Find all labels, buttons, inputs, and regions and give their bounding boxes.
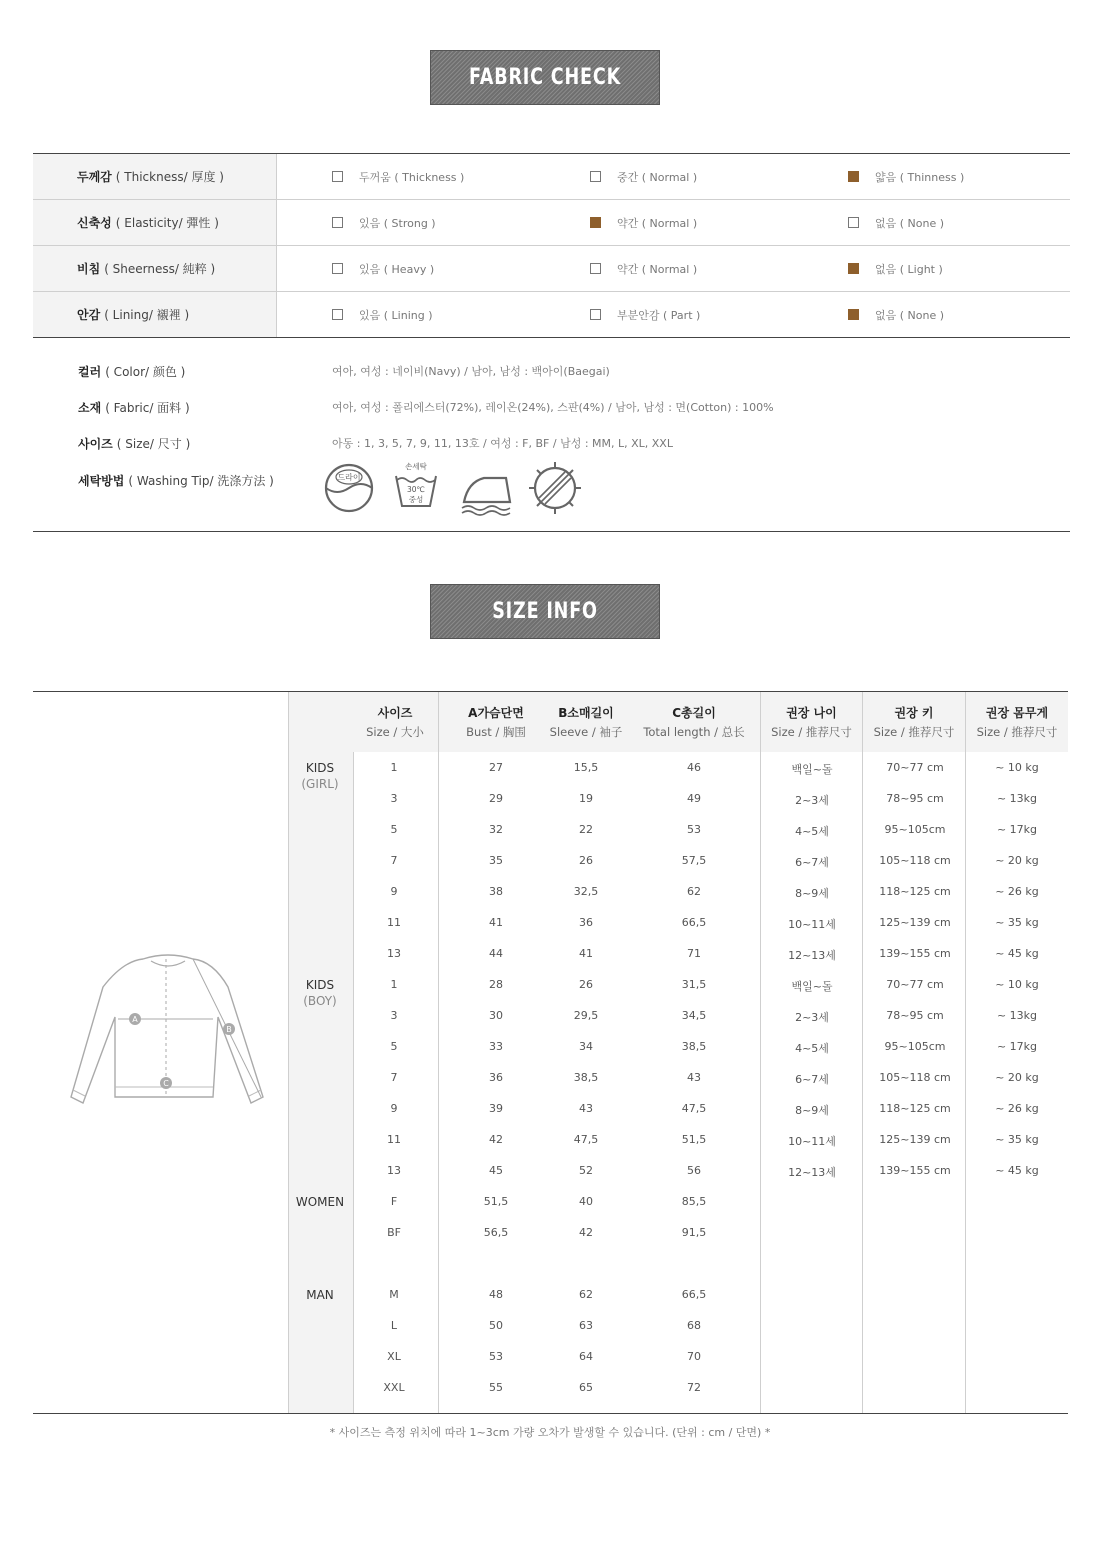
size-table-cell: ~ 10 kg [995, 978, 1039, 991]
size-table-cell: 34,5 [681, 1009, 707, 1022]
size-table-cell: 5 [390, 823, 398, 836]
column-header [538, 692, 634, 752]
checkbox[interactable] [332, 263, 343, 274]
size-table-cell: 15,5 [573, 761, 599, 774]
checkbox[interactable] [590, 263, 601, 274]
size-table-cell: 64 [579, 1350, 593, 1363]
size-table-cell: 51,5 [681, 1133, 707, 1146]
size-table-cell: 56,5 [483, 1226, 509, 1239]
size-table-cell: 29,5 [573, 1009, 599, 1022]
size-table-cell: 36 [489, 1071, 503, 1084]
size-table-cell: 40 [579, 1195, 593, 1208]
column-header-ko: 권장 몸무게 [985, 706, 1049, 720]
size-table-cell: L [390, 1319, 398, 1332]
size-table-cell: 8~9세 [795, 887, 829, 900]
size-table-cell: 30 [489, 1009, 503, 1022]
size-table-cell: ~ 13kg [996, 1009, 1038, 1022]
fabric-label-ko: 안감 [77, 308, 101, 322]
size-table-cell: 78~95 cm [886, 1009, 944, 1022]
fabric-row-elasticity [33, 200, 1070, 246]
size-table-cell: 56 [687, 1164, 701, 1177]
column-header [761, 692, 862, 752]
column-header-ko: B소매길이 [558, 706, 614, 720]
marker-a: A [132, 1015, 138, 1024]
size-table-cell: 3 [390, 792, 398, 805]
size-table-cell: 4~5세 [795, 825, 829, 838]
size-table-cell: 70 [687, 1350, 701, 1363]
column-header [353, 692, 437, 752]
size-table-cell: 85,5 [681, 1195, 707, 1208]
size-table-cell: 62 [579, 1288, 593, 1301]
dry-clean-icon [321, 460, 377, 516]
size-table-cell: 1 [390, 978, 398, 991]
column-header [966, 692, 1068, 752]
column-header-sub: Size / 大小 [366, 725, 424, 739]
checkbox[interactable] [590, 309, 601, 320]
fabric-option[interactable]: 약간 ( Normal ) [590, 200, 697, 245]
size-table-cell: 1 [390, 761, 398, 774]
column-header-sub: Size / 推荐尺寸 [873, 725, 955, 739]
size-table-cell: M [389, 1288, 399, 1301]
info-label-ko: 세탁방법 [78, 474, 125, 488]
iron-icon [458, 460, 514, 516]
size-group-name: MAN [306, 1288, 334, 1302]
size-table-cell: 72 [687, 1381, 701, 1394]
size-table-cell: 71 [687, 947, 701, 960]
column-header-ko: 권장 나이 [786, 706, 837, 720]
size-table-cell: 63 [579, 1319, 593, 1332]
size-table-cell: 11 [387, 916, 401, 929]
size-table-cell: ~ 35 kg [995, 916, 1039, 929]
size-table-cell: 26 [579, 978, 593, 991]
size-table-cell: 9 [390, 885, 398, 898]
size-table-cell: ~ 45 kg [995, 1164, 1039, 1177]
size-table-cell: 53 [687, 823, 701, 836]
size-table-cell: 125~139 cm [879, 916, 951, 929]
size-table-cell: 22 [579, 823, 593, 836]
size-table-cell: 52 [579, 1164, 593, 1177]
fabric-label-rest: ( Elasticity/ 彈性 ) [115, 216, 219, 230]
size-table-cell: XL [387, 1350, 401, 1363]
size-table-cell: 47,5 [573, 1133, 599, 1146]
size-table-cell: 3 [390, 1009, 398, 1022]
product-info [33, 338, 1070, 532]
garment-measure-diagram [63, 947, 273, 1127]
size-table-cell: 32,5 [573, 885, 599, 898]
column-header-sub: Sleeve / 袖子 [549, 725, 623, 739]
size-group-sub: (GIRL) [301, 777, 339, 791]
fabric-label-rest: ( Lining/ 襯裡 ) [104, 308, 190, 322]
size-table-cell: ~ 20 kg [995, 1071, 1039, 1084]
size-table-cell: 55 [489, 1381, 503, 1394]
size-group-name: WOMEN [295, 1195, 345, 1209]
fabric-option[interactable]: 있음 ( Strong ) [332, 200, 436, 245]
marker-c: C [163, 1079, 169, 1088]
size-table-cell: 91,5 [681, 1226, 707, 1239]
size-table-cell: 36 [579, 916, 593, 929]
checkbox[interactable] [332, 217, 343, 228]
info-label-rest: ( Fabric/ 面料 ) [105, 401, 190, 415]
size-table-cell: ~ 17kg [996, 1040, 1038, 1053]
size-table-cell: 46 [687, 761, 701, 774]
fabric-option[interactable]: 얇음 ( Thinness ) [848, 154, 964, 199]
size-table-cell: 8~9세 [795, 1104, 829, 1117]
size-table-cell: 48 [489, 1288, 503, 1301]
info-label-ko: 소재 [78, 401, 102, 415]
fabric-option[interactable]: 부분안감 ( Part ) [590, 292, 700, 337]
checkbox[interactable] [590, 171, 601, 182]
size-table-cell: ~ 35 kg [995, 1133, 1039, 1146]
fabric-label-ko: 비침 [77, 262, 101, 276]
size-table-cell: 26 [579, 854, 593, 867]
size-table-cell: 7 [390, 854, 398, 867]
size-table-cell: 50 [489, 1319, 503, 1332]
size-table-cell: 41 [489, 916, 503, 929]
size-table-cell: 105~118 cm [879, 854, 951, 867]
checkbox[interactable] [332, 171, 343, 182]
fabric-option[interactable]: 있음 ( Heavy ) [332, 246, 434, 291]
size-table-cell: 42 [579, 1226, 593, 1239]
size-table-cell: 2~3세 [795, 794, 829, 807]
size-table-cell: 5 [390, 1040, 398, 1053]
size-table-cell: ~ 45 kg [995, 947, 1039, 960]
checkbox[interactable] [332, 309, 343, 320]
column-header-ko: 권장 키 [894, 706, 934, 720]
size-info-banner [430, 584, 660, 639]
size-table-cell: 29 [489, 792, 503, 805]
checkbox-checked[interactable] [590, 217, 601, 228]
fabric-table [33, 153, 1070, 338]
size-table-cell: 27 [489, 761, 503, 774]
size-table [33, 691, 1068, 1414]
size-table-cell: 78~95 cm [886, 792, 944, 805]
info-value-size: 아동 : 1, 3, 5, 7, 9, 11, 13호 / 여성 : F, BF / 남성 : MM, L, XL, XXL [332, 437, 673, 450]
size-table-cell: ~ 26 kg [995, 1102, 1039, 1115]
wash-temp-label: 30℃ [407, 485, 425, 494]
size-table-cell: 95~105cm [884, 823, 946, 836]
size-group-sub: (BOY) [303, 994, 337, 1008]
info-label-ko: 사이즈 [78, 437, 113, 451]
size-table-cell: 44 [489, 947, 503, 960]
size-table-cell: 10~11세 [788, 1135, 836, 1148]
size-table-cell: 125~139 cm [879, 1133, 951, 1146]
size-table-cell: ~ 13kg [996, 792, 1038, 805]
info-value-color: 여아, 여성 : 네이비(Navy) / 남아, 남성 : 백아이(Baegai) [332, 365, 610, 378]
size-table-cell: 38,5 [573, 1071, 599, 1084]
size-table-cell: 49 [687, 792, 701, 805]
fabric-label-rest: ( Thickness/ 厚度 ) [115, 170, 224, 184]
size-table-cell: 32 [489, 823, 503, 836]
size-table-cell: 51,5 [483, 1195, 509, 1208]
size-table-cell: 139~155 cm [879, 1164, 951, 1177]
fabric-label-ko: 신축성 [77, 216, 112, 230]
size-table-cell: 13 [387, 947, 401, 960]
fabric-option[interactable]: 약간 ( Normal ) [590, 246, 697, 291]
size-table-cell: 38 [489, 885, 503, 898]
size-group-name: KIDS [305, 761, 335, 775]
size-table-cell: 68 [687, 1319, 701, 1332]
marker-b: B [226, 1025, 232, 1034]
size-table-cell: 4~5세 [795, 1042, 829, 1055]
size-table-cell: 39 [489, 1102, 503, 1115]
fabric-option[interactable]: 없음 ( Light ) [848, 246, 943, 291]
size-table-cell: 12~13세 [788, 949, 836, 962]
size-table-cell: 6~7세 [795, 1073, 829, 1086]
size-table-cell: 9 [390, 1102, 398, 1115]
size-table-cell: 13 [387, 1164, 401, 1177]
info-label-rest: ( Washing Tip/ 洗涤方法 ) [128, 474, 274, 488]
size-table-cell: 118~125 cm [879, 1102, 951, 1115]
size-table-cell: 34 [579, 1040, 593, 1053]
column-header-sub: Bust / 胸围 [466, 725, 526, 739]
fabric-label-rest: ( Sheerness/ 純粹 ) [104, 262, 216, 276]
size-table-cell: ~ 17kg [996, 823, 1038, 836]
size-table-cell: 62 [687, 885, 701, 898]
fabric-option[interactable]: 두꺼움 ( Thickness ) [332, 154, 464, 199]
size-table-cell: 118~125 cm [879, 885, 951, 898]
size-table-cell: 139~155 cm [879, 947, 951, 960]
column-header-ko: 사이즈 [377, 706, 413, 720]
size-table-cell: 10~11세 [788, 918, 836, 931]
size-table-cell: 33 [489, 1040, 503, 1053]
size-table-cell: 53 [489, 1350, 503, 1363]
size-table-cell: XXL [383, 1381, 405, 1394]
size-table-cell: ~ 26 kg [995, 885, 1039, 898]
size-table-cell: 95~105cm [884, 1040, 946, 1053]
dry-clean-label: 드라이 [337, 473, 361, 482]
size-table-cell: BF [387, 1226, 401, 1239]
size-table-cell: 43 [687, 1071, 701, 1084]
column-header-ko: C총길이 [672, 706, 716, 720]
size-group-name: KIDS [305, 978, 335, 992]
no-tumble-dry-icon [527, 460, 583, 516]
size-table-cell: ~ 10 kg [995, 761, 1039, 774]
fabric-label-ko: 두께감 [77, 170, 112, 184]
size-table-cell: 47,5 [681, 1102, 707, 1115]
column-header [863, 692, 965, 752]
size-table-cell: 45 [489, 1164, 503, 1177]
fabric-row-thickness [33, 154, 1070, 200]
size-table-cell: 11 [387, 1133, 401, 1146]
fabric-check-banner [430, 50, 660, 105]
size-table-cell: 31,5 [681, 978, 707, 991]
size-table-cell: 70~77 cm [886, 978, 944, 991]
size-info-title: SIZE INFO [492, 599, 598, 624]
size-note: * 사이즈는 측정 위치에 따라 1~3cm 가량 오차가 발생할 수 있습니다. (단위 : cm / 단면) * [329, 1426, 771, 1439]
checkbox-checked[interactable] [848, 171, 859, 182]
column-header-sub: Size / 推荐尺寸 [976, 725, 1058, 739]
size-table-cell: F [390, 1195, 398, 1208]
fabric-check-title: FABRIC CHECK [468, 65, 621, 90]
column-header-sub: Total length / 总长 [643, 725, 745, 739]
info-label-rest: ( Size/ 尺寸 ) [116, 437, 191, 451]
fabric-option[interactable]: 없음 ( None ) [848, 200, 944, 245]
fabric-row-lining [33, 292, 1070, 338]
size-table-cell: 57,5 [681, 854, 707, 867]
size-table-cell: 백일~돌 [791, 980, 833, 993]
info-value-fabric: 여아, 여성 : 폴리에스터(72%), 레이온(24%), 스판(4%) / 남아, 남성 : 면(Cotton) : 100% [332, 401, 774, 414]
checkbox-checked[interactable] [848, 263, 859, 274]
column-header [633, 692, 755, 752]
size-table-cell: 66,5 [681, 1288, 707, 1301]
fabric-option[interactable]: 있음 ( Lining ) [332, 292, 433, 337]
size-table-cell: 백일~돌 [791, 763, 833, 776]
column-header-sub: Size / 推荐尺寸 [771, 725, 852, 739]
size-table-cell: 12~13세 [788, 1166, 836, 1179]
fabric-row-sheerness [33, 246, 1070, 292]
size-table-cell: ~ 20 kg [995, 854, 1039, 867]
column-header-ko: A가슴단면 [468, 706, 524, 720]
size-table-cell: 105~118 cm [879, 1071, 951, 1084]
info-label-ko: 컬러 [78, 365, 102, 379]
size-table-cell: 41 [579, 947, 593, 960]
size-table-cell: 65 [579, 1381, 593, 1394]
info-label-rest: ( Color/ 颜色 ) [105, 365, 186, 379]
column-header [443, 692, 549, 752]
size-table-cell: 38,5 [681, 1040, 707, 1053]
neutral-detergent-label: 중성 [408, 495, 424, 504]
fabric-option[interactable]: 없음 ( None ) [848, 292, 944, 337]
size-table-cell: 2~3세 [795, 1011, 829, 1024]
fabric-option[interactable]: 중간 ( Normal ) [590, 154, 697, 199]
size-table-cell: 66,5 [681, 916, 707, 929]
size-table-cell: 7 [390, 1071, 398, 1084]
hand-wash-label: 손세탁 [405, 462, 427, 471]
size-table-cell: 35 [489, 854, 503, 867]
size-table-cell: 19 [579, 792, 593, 805]
checkbox[interactable] [848, 217, 859, 228]
size-table-cell: 6~7세 [795, 856, 829, 869]
size-table-cell: 42 [489, 1133, 503, 1146]
hand-wash-icon [388, 460, 444, 516]
size-table-cell: 43 [579, 1102, 593, 1115]
checkbox-checked[interactable] [848, 309, 859, 320]
size-table-cell: 70~77 cm [886, 761, 944, 774]
size-table-cell: 28 [489, 978, 503, 991]
